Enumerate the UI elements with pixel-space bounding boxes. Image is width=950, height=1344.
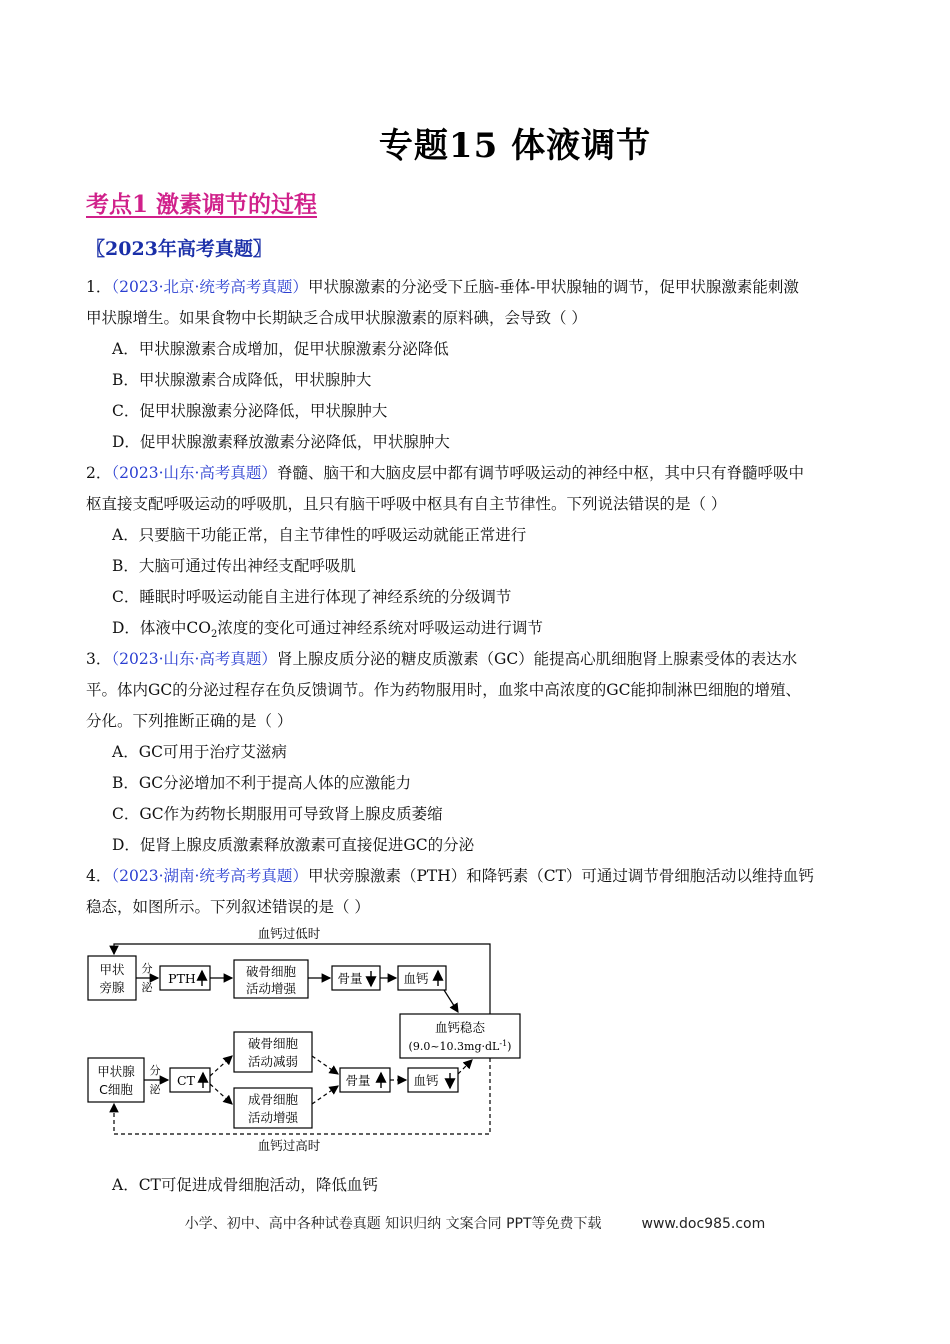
footer-text: 小学、初中、高中各种试卷真题 知识归纳 文案合同 PPT等免费下载 bbox=[184, 1216, 602, 1232]
secrete-label: 分 bbox=[149, 1064, 161, 1077]
question-1-option-d: D．促甲状腺激素释放激素分泌降低，甲状腺肿大 bbox=[112, 433, 450, 451]
arrow bbox=[458, 1060, 472, 1074]
question-source: （2023·湖南·统考高考真题） bbox=[111, 867, 308, 885]
question-stem: 甲状旁腺激素（PTH）和降钙素（CT）可通过调节骨细胞活动以维持血钙 bbox=[307, 867, 814, 885]
question-1-option-a: A．甲状腺激素合成增加，促甲状腺激素分泌降低 bbox=[112, 340, 449, 358]
question-4-option-a: A．CT可促进成骨细胞活动，降低血钙 bbox=[112, 1176, 378, 1194]
arrow bbox=[210, 1056, 232, 1076]
question-4-line-2: 稳态，如图所示。下列叙述错误的是（ ） bbox=[86, 898, 370, 916]
high-calcium-label: 血钙过高时 bbox=[257, 1138, 321, 1153]
question-stem: 肾上腺皮质分泌的糖皮质激素（GC）能提高心肌细胞肾上腺素受体的表达水 bbox=[276, 650, 798, 668]
question-1-line-2: 甲状腺增生。如果食物中长期缺乏合成甲状腺激素的原料碘，会导致（ ） bbox=[86, 309, 587, 327]
osteoclast-label: 破骨细胞 bbox=[245, 964, 297, 979]
question-number: 2． bbox=[86, 464, 112, 482]
arrow bbox=[210, 1084, 232, 1104]
homeostasis-label: 血钙稳态 bbox=[434, 1020, 486, 1035]
arrow bbox=[312, 1086, 338, 1104]
arrow bbox=[312, 1056, 338, 1074]
pth-label: PTH bbox=[168, 971, 196, 986]
question-3-option-c: C．GC作为药物长期服用可导致肾上腺皮质萎缩 bbox=[112, 805, 443, 823]
option-text: 浓度的变化可通过神经系统对呼吸运动进行调节 bbox=[217, 619, 543, 637]
bone-mass-label: 骨量 bbox=[345, 1073, 371, 1088]
secrete-label: 分 bbox=[141, 962, 153, 975]
blood-calcium-label: 血钙 bbox=[413, 1073, 439, 1088]
calcium-regulation-diagram bbox=[84, 918, 524, 1158]
year-heading: 〖2023年高考真题〗 bbox=[86, 238, 272, 260]
question-1-option-b: B．甲状腺激素合成降低，甲状腺肿大 bbox=[112, 371, 372, 389]
c-cell-label: 甲状腺 bbox=[97, 1064, 135, 1079]
parathyroid-label: 甲状 bbox=[99, 962, 125, 977]
question-stem: 甲状腺激素的分泌受下丘脑-垂体-甲状腺轴的调节，促甲状腺激素能刺激 bbox=[307, 278, 799, 296]
question-2-option-b: B．大脑可通过传出神经支配呼吸肌 bbox=[112, 557, 356, 575]
question-1-option-c: C．促甲状腺激素分泌降低，甲状腺肿大 bbox=[112, 402, 388, 420]
range-superscript: -1 bbox=[499, 1038, 508, 1048]
parathyroid-label: 旁腺 bbox=[99, 980, 125, 995]
osteoclast-label: 活动减弱 bbox=[247, 1054, 299, 1069]
question-4-line-1 bbox=[86, 861, 866, 892]
question-2-option-c: C．睡眠时呼吸运动能自主进行体现了神经系统的分级调节 bbox=[112, 588, 512, 606]
secrete-label: 泌 bbox=[149, 1083, 161, 1096]
range-text: (9.0~10.3mg·dL bbox=[408, 1040, 500, 1053]
question-number: 4． bbox=[86, 867, 112, 885]
ct-label: CT bbox=[177, 1073, 195, 1088]
osteoclast-label: 活动增强 bbox=[245, 981, 297, 996]
question-3-option-a: A．GC可用于治疗艾滋病 bbox=[112, 743, 287, 761]
question-number: 1． bbox=[86, 278, 112, 296]
question-3-option-b: B．GC分泌增加不利于提高人体的应激能力 bbox=[112, 774, 412, 792]
question-2-line-2: 枢直接支配呼吸运动的呼吸肌，且只有脑干呼吸中枢具有自主节律性。下列说法错误的是（ ） bbox=[86, 495, 727, 513]
blood-calcium-label: 血钙 bbox=[403, 971, 429, 986]
question-1-line-1 bbox=[86, 272, 866, 303]
question-stem: 脊髓、脑干和大脑皮层中都有调节呼吸运动的神经中枢，其中只有脊髓呼吸中 bbox=[276, 464, 804, 482]
question-number: 3． bbox=[86, 650, 112, 668]
question-3-line-1 bbox=[86, 644, 866, 675]
question-2-option-a: A．只要脑干功能正常，自主节律性的呼吸运动就能正常进行 bbox=[112, 526, 527, 544]
range-close: ) bbox=[507, 1040, 512, 1053]
question-source: （2023·山东·高考真题） bbox=[111, 650, 277, 668]
bone-mass-label: 骨量 bbox=[337, 971, 363, 986]
secrete-label: 泌 bbox=[141, 981, 153, 994]
question-source: （2023·北京·统考高考真题） bbox=[111, 278, 308, 296]
question-3-line-3: 分化。下列推断正确的是（ ） bbox=[86, 712, 293, 730]
homeostasis-range bbox=[409, 1039, 512, 1054]
osteoblast-label: 成骨细胞 bbox=[247, 1092, 299, 1107]
option-text: D．体液中CO bbox=[112, 619, 211, 637]
question-3-option-d: D．促肾上腺皮质激素释放激素可直接促进GC的分泌 bbox=[112, 836, 475, 854]
arrow bbox=[444, 990, 458, 1012]
c-cell-label: C细胞 bbox=[99, 1082, 133, 1097]
page-title: 专题15 体液调节 bbox=[378, 126, 652, 166]
question-3-line-2: 平。体内GC的分泌过程存在负反馈调节。作为药物服用时，血浆中高浓度的GC能抑制淋巴细胞的增殖、 bbox=[86, 681, 801, 699]
page-footer bbox=[0, 1213, 950, 1233]
question-2-line-1 bbox=[86, 458, 866, 489]
osteoclast-label: 破骨细胞 bbox=[247, 1036, 299, 1051]
subscript: 2 bbox=[211, 629, 218, 641]
question-source: （2023·山东·高考真题） bbox=[111, 464, 277, 482]
osteoblast-label: 活动增强 bbox=[247, 1110, 299, 1125]
section-heading: 考点1 激素调节的过程 bbox=[86, 191, 318, 218]
low-calcium-label: 血钙过低时 bbox=[257, 926, 321, 941]
footer-url[interactable]: www.doc985.com bbox=[641, 1216, 766, 1232]
